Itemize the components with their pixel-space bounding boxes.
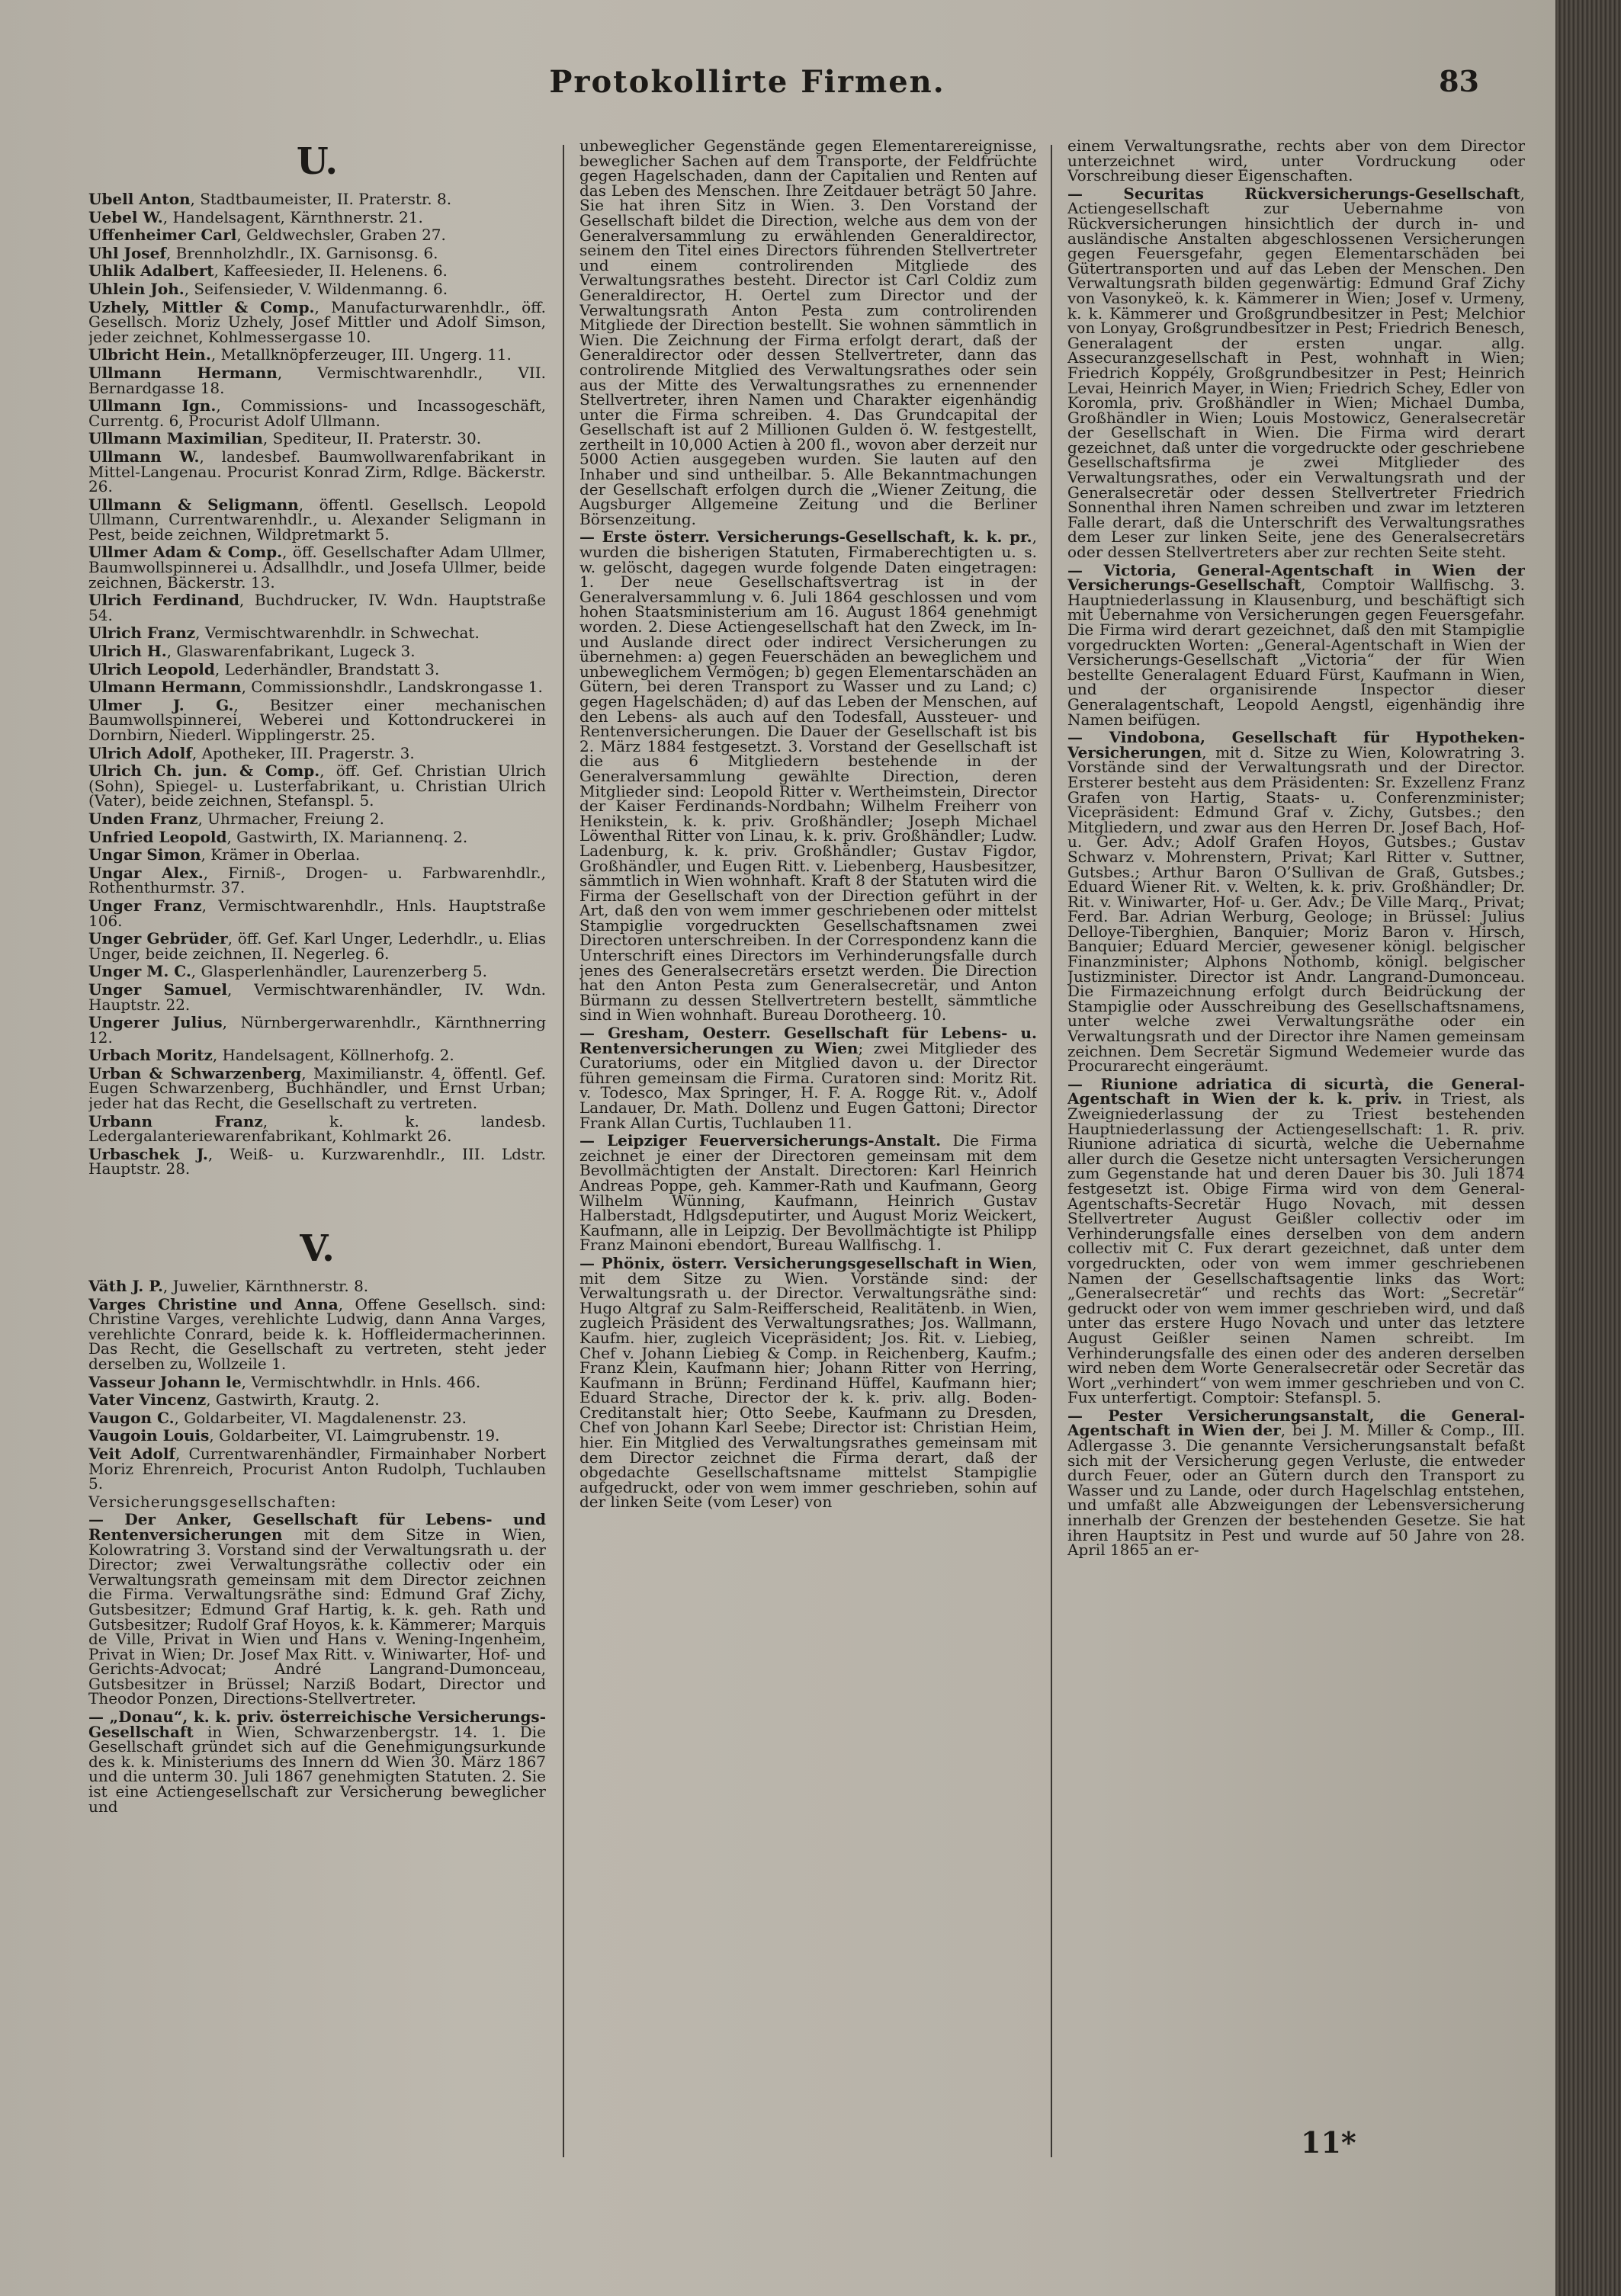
entry-text: , Seifensieder, V. Wildenmanng. 6.	[184, 279, 448, 298]
section-title-insurance: Versicherungsgesellschaften:	[88, 1492, 337, 1511]
entry-name: Ulrich Franz	[88, 624, 196, 643]
column-divider	[563, 145, 564, 2157]
entry-name: Uhlein Joh.	[88, 279, 185, 298]
entry-name: — Securitas Rückversicherungs-Gesellschaft	[1067, 184, 1520, 203]
list-item	[579, 139, 1037, 527]
entry-text: , k. k. landesb. Ledergalanteriewarenfabrikant, Kohlmarkt 26.	[88, 1111, 546, 1146]
list-item	[88, 863, 546, 897]
section-letter-u: U.	[296, 140, 339, 183]
entry-name: Ungar Alex.	[88, 863, 204, 882]
entry-name: — Gresham, Oesterr. Gesellschaft für Lebens- u. Rentenversicherungen zu Wien	[579, 1024, 1037, 1057]
entry-name: — Der Anker, Gesellschaft für Lebens- und Rentenversicherungen	[88, 1510, 546, 1544]
entry-text: , Glasperlenhändler, Laurenzerberg 5.	[191, 962, 487, 981]
list-item	[88, 545, 546, 590]
list-item	[579, 1131, 1037, 1255]
entry-text: , Goldarbeiter, VI. Magdalenenstr. 23.	[174, 1408, 467, 1427]
entry-name: Ulmer J. G.	[88, 695, 234, 714]
middle-paragraphs	[579, 139, 1037, 1510]
entry-text: , Commissionshdlr., Landskrongasse 1.	[241, 678, 543, 697]
list-item	[88, 593, 546, 623]
entry-text: , Vermischtwarenhändler, IV. Wdn. Hauptstr. 22.	[88, 980, 546, 1014]
entry-name: Ulrich Leopold	[88, 659, 215, 678]
entry-text: , Manufacturwarenhdlr., öff. Gesellsch. Moriz Uzhely, Josef Mittler und Adolf Simson, jeder zeichnet, Kohlmessergasse 10.	[88, 297, 546, 346]
list-item	[1067, 730, 1525, 1074]
entry-name: Urbann Franz	[88, 1111, 263, 1130]
entry-name: Ubell Anton	[88, 190, 191, 208]
entry-text: , Goldarbeiter, VI. Laimgrubenstr. 19.	[209, 1426, 500, 1445]
entries-v	[88, 1279, 546, 1492]
list-item	[88, 626, 546, 641]
page-title: Protokollirte Firmen.	[549, 64, 945, 100]
entry-text: , Lederhändler, Brandstatt 3.	[214, 659, 440, 678]
entry-name: — Riunione adriatica di sicurtà, die General-Agentschaft in Wien der k. k. priv.	[1067, 1074, 1525, 1108]
list-item	[88, 896, 546, 930]
list-item	[88, 827, 546, 846]
entry-name: Ulrich Adolf	[88, 743, 192, 762]
entry-name: Ulmann Hermann	[88, 678, 242, 697]
list-item	[88, 1426, 546, 1445]
list-item	[88, 1063, 546, 1113]
list-item	[88, 644, 546, 659]
section-letter-v: V.	[300, 1227, 335, 1271]
list-item	[579, 1253, 1037, 1512]
list-item	[88, 695, 546, 744]
list-item	[88, 1512, 546, 1707]
entry-name: Unger M. C.	[88, 962, 191, 981]
entry-text: , Uhrmacher, Freiung 2.	[197, 809, 385, 828]
entry-text: , Vermischtwarenhdlr. in Schwechat.	[195, 624, 480, 643]
entry-name: Ulrich Ch. jun. & Comp.	[88, 762, 320, 781]
entry-text: , Buchdrucker, IV. Wdn. Hauptstraße 54.	[88, 591, 546, 624]
entry-text: , Currentwarenhändler, Firmainhaber Norbert Moriz Ehrenreich, Procurist Anton Rudolph, Tuchlauben 5.	[88, 1444, 546, 1493]
list-item	[88, 680, 546, 695]
entry-text: , Commissions- und Incassogeschäft, Currentg. 6, Procurist Adolf Ullmann.	[88, 396, 546, 430]
list-item	[88, 980, 546, 1014]
entry-name: Uebel W.	[88, 207, 163, 226]
entry-text: , öffentl. Gesellsch. Leopold Ullmann, Currentwarenhdlr., u. Alexander Seligmann in Pest, beide zeichnen, Wildpretmarkt 5.	[88, 495, 546, 544]
entry-text: , Vermischtwarenhdlr., Hnls. Hauptstraße 106.	[88, 896, 546, 930]
entry-name: Ullmann W.	[88, 447, 200, 466]
entry-name: — „Donau“, k. k. priv. österreichische Versicherungs-Gesellschaft	[88, 1708, 546, 1741]
entry-name: Vasseur Johann le	[88, 1372, 242, 1391]
entry-text: , Brennholzhdlr., IX. Garnisonsg. 6.	[165, 243, 438, 262]
list-item	[88, 845, 546, 864]
entry-text: , Geldwechsler, Graben 27.	[236, 226, 446, 245]
entry-text: , Juwelier, Kärnthnerstr. 8.	[162, 1277, 369, 1296]
entry-text: Die Firma zeichnet je einer der Directoren gemeinsam mit dem Bevollmächtigten der Anstalt. Directoren: Karl Heinrich Andreas Poppe, geh. Kammer-Rath und Kaufmann, Georg Wilhelm Wünning, Kaufmann, Heinrich Gustav Halberstadt, Hdlgsdeputirter, und August Moriz Weickert, Kaufmann, alle in Leipzig. Der Bevollmächtigte ist Philipp Franz Mainoni ebendort, Bureau Wallfischg. 1.	[579, 1131, 1037, 1255]
list-item	[88, 243, 546, 262]
entry-text: , Firniß-, Drogen- u. Farbwarenhdlr., Rothenthurmstr. 37.	[88, 863, 546, 897]
page-number: 83	[1439, 64, 1479, 98]
entry-text: , Besitzer einer mechanischen Baumwollspinnerei, Weberei und Kottondruckerei in Dornbirn, Niederl. Wipplingerstr. 25.	[88, 695, 546, 744]
list-item	[88, 228, 546, 243]
entry-name: Urban & Schwarzenberg	[88, 1063, 302, 1082]
entry-text: , Weiß- u. Kurzwarenhdlr., III. Ldstr. Hauptstr. 28.	[88, 1144, 546, 1178]
entry-name: — Erste österr. Versicherungs-Gesellschaft, k. k. pr.	[579, 528, 1032, 547]
entry-name: Uffenheimer Carl	[88, 226, 237, 245]
entry-name: Unger Franz	[88, 896, 202, 915]
list-item	[1067, 184, 1525, 562]
entry-text: , Krämer in Oberlaa.	[201, 845, 361, 864]
entry-text: , Glaswarenfabrikant, Lugeck 3.	[166, 642, 416, 661]
list-item	[88, 192, 546, 207]
entry-name: — Victoria, General-Agentschaft in Wien der Versicherungs-Gesellschaft	[1067, 560, 1525, 595]
list-item	[88, 279, 546, 298]
column-right	[1067, 139, 1525, 2182]
entry-name: Urbach Moritz	[88, 1046, 213, 1065]
entry-text: , Gastwirth, Krautg. 2.	[206, 1390, 380, 1409]
list-item	[579, 1026, 1037, 1130]
entry-name: Urbaschek J.	[88, 1144, 208, 1163]
column-left	[88, 134, 546, 2177]
entry-text: , Maximilianstr. 4, öffentl. Gef. Eugen Schwarzenberg, Buchhändler, und Ernst Urban; jeder hat das Recht, die Gesellschaft zu vertreten.	[88, 1063, 546, 1113]
list-item	[88, 431, 546, 447]
list-item	[88, 764, 546, 809]
list-item	[88, 495, 546, 544]
entry-name: Vaugon C.	[88, 1408, 175, 1427]
entry-text: , mit dem Sitze zu Wien. Vorstände sind: der Verwaltungsrath u. der Director. Verwaltungsräthe sind: Hugo Altgraf zu Salm-Reifferscheid, Realitätenb. in Wien, zugleich Präsident des Verwaltungsrathes; Jos. Wallmann, Kaufm. hier, zugleich Vicepräsident; Jos. Rit. v. Liebieg, Chef v. Johann Liebieg & Comp. in Reichenberg, Kaufm.; Franz Klein, Kaufmann hier; Johann Ritter von Herring, Kaufmann in Brünn; Ferdinand Hüffel, Kaufmann hier; Eduard Strache, Director der k. k. priv. allg. Boden-Creditanstalt hier; Otto Seebe, Kaufmann zu Dresden, Chef von Johann Karl Seebe; Director ist: Christian Heim, hier. Ein Mitglied des Verwaltungsrathes gemeinsam mit dem Director zeichnet die Firma derart, daß der obgedachte Gesellschaftsname mittelst Stampiglie aufgedruckt, oder von wem immer geschrieben, sohin auf der linken Seite (vom Leser) von	[579, 1253, 1037, 1512]
column-divider	[1051, 145, 1052, 2157]
entry-name: Uhlik Adalbert	[88, 261, 214, 281]
entry-name: Ullmann & Seligmann	[88, 495, 299, 514]
entry-name: Veit Adolf	[88, 1444, 176, 1463]
entry-text: , Kaffeesieder, II. Helenens. 6.	[213, 261, 448, 281]
entry-name: Unfried Leopold	[88, 827, 227, 846]
entry-text: , Nürnbergerwarenhdlr., Kärnthnerring 12.	[88, 1013, 546, 1047]
entry-name: Ulrich Ferdinand	[88, 591, 239, 610]
entry-text: , Gastwirth, IX. Mariannenq. 2.	[226, 827, 468, 846]
list-item	[88, 809, 546, 828]
entry-text: , öff. Gef. Karl Unger, Lederhdlr., u. Elias Unger, beide zeichnen, II. Negerleg. 6.	[88, 929, 546, 963]
entry-name: Ulbricht Hein.	[88, 345, 211, 364]
entry-name: — Vindobona, Gesellschaft für Hypotheken-Versicherungen	[1067, 728, 1525, 762]
list-item	[1067, 139, 1525, 184]
list-item	[88, 1710, 546, 1814]
list-item	[88, 1444, 546, 1493]
entry-text: in Triest, als Zweigniederlassung der zu Triest bestehenden Hauptniederlassung der Actiengesellschaft: 1. R. priv. Riunione adriatica di sicurtà, welche die Uebernahme aller durch die Gesetze nicht untersagten Versicherungen zum Gegenstande hat und deren Dauer bis 30. Juli 1874 festgesetzt ist. Obige Firma wird von dem General-Agentschafts-Secretär Hugo Novach, mit dessen Stellvertreter August Geißler collectiv oder im Verhinderungsfalle eines derselben von dem andern collectiv mit C. Fux derart gezeichnet, daß unter dem vorgedruckten, oder von wem immer geschriebenen Namen der Gesellschaftsagentie links das Wort: „Generalsecretär“ und rechts das Wort: „Secretär“ gedruckt oder von wem immer geschrieben wird, und daß unter das erstere Hugo Novach und unter das letztere August Geißler seinen Namen schreibt. Im Verhinderungsfalle des einen oder des anderen derselben wird neben dem Worte Generalsecretär oder Secretär das Wort „verhindert“ von wem immer geschrieben und von C. Fux unterfertigt. Comptoir: Stefanspl. 5.	[1067, 1089, 1525, 1407]
list-item	[88, 345, 546, 364]
entry-text: , Vermischtwhdlr. in Hnls. 466.	[241, 1372, 481, 1391]
list-item	[1067, 1074, 1525, 1407]
entry-name: Väth J. P.	[88, 1277, 163, 1296]
entry-text: mit dem Sitze in Wien, Kolowratring 3. Vorstand sind der Verwaltungsrath u. der Director; zwei Verwaltungsräthe collectiv oder ein Verwaltungsrath gemeinsam mit dem Director zeichnen die Firma. Verwaltungsräthe sind: Edmund Graf Zichy, Gutsbesitzer; Edmund Graf Hartig, k. k. geh. Rath und Gutsbesitzer; Rudolf Graf Hoyos, k. k. Kämmerer; Marquis de Ville, Privat in Wien und Hans v. Wening-Ingenheim, Privat in Wien; Dr. Josef Max Ritt. v. Winiwarter, Hof- und Gerichts-Advocat; André Langrand-Dumonceau, Gutsbesitzer in Brüssel; Narziß Bodart, Director und Theodor Ponzen, Directions-Stellvertreter.	[88, 1525, 546, 1708]
entry-text: , Handelsagent, Kärnthnerstr. 21.	[162, 207, 423, 226]
entry-text: , landesbef. Baumwollwarenfabrikant in Mittel-Langenau. Procurist Konrad Zirm, Rdlge. Bäckerstr. 26.	[88, 447, 546, 496]
entry-text: , mit d. Sitze zu Wien, Kolowratring 3. Vorstände sind der Verwaltungsrath und der Director. Ersterer besteht aus dem Präsidenten: Sr. Exzellenz Franz Grafen von Hartig, Staats- u. Conferenzminister; Vicepräsident: Edmund Graf v. Zichy, Gutsbes.; den Mitgliedern, und zwar aus den Herren Dr. Josef Bach, Hof- u. Ger. Adv.; Adolf Grafen Hoyos, Gutsbes.; Gustav Schwarz v. Mohrenstern, Privat; Karl Ritter v. Suttner, Gutsbes.; Arthur Baron O’Sullivan de Graß, Gutsbes.; Eduard Wiener Rit. v. Welten, k. k. priv. Großhändler; Dr. Rit. v. Winiwarter, Hof- u. Ger. Adv.; De Ville Marq., Privat; Ferd. Bar. Adrian Werburg, Geologe; in Brüssel: Julius Delloye-Tiberghien, Banquier; Moriz Baron v. Hirsch, Banquier; Eduard Mercier, gewesener königl. belgischer Finanzminister; Alphons Nothomb, königl. belgischer Justizminister. Director ist Andr. Langrand-Dumonceau. Die Firmazeichnung erfolgt durch Beidrückung der Stampiglie oder Ausschreibung des Gesellschaftsnamens, unter welche zwei Verwaltungsräthe oder ein Verwaltungsrath und der Director ihre Namen gemeinsam zeichnen. Dem Secretär Sigmund Wedemeier wurde das Procurarecht eingeräumt.	[1067, 742, 1525, 1076]
entries-u	[88, 192, 546, 1177]
list-item	[88, 1408, 546, 1427]
entry-name: Ullmann Maximilian	[88, 429, 263, 448]
entry-name: Ullmann Hermann	[88, 363, 278, 382]
list-item	[88, 1144, 546, 1178]
entry-text: , Spediteur, II. Praterstr. 30.	[262, 429, 482, 448]
entry-name: — Leipziger Feuerversicherungs-Anstalt.	[579, 1131, 942, 1150]
list-item	[88, 1390, 546, 1409]
entry-text: ; zwei Mitglieder des Curatoriums, oder ein Mitglied davon u. der Director führen gemeinsam die Firma. Curatoren sind: Moritz Rit. v. Todesco, Max Springer, H. F. A. Rogge Rit. v., Adolf Landauer, Dr. Math. Dollenz und Eugen Gattoni; Director Frank Allan Curtis, Tuchlauben 11.	[579, 1038, 1037, 1132]
list-item	[88, 743, 546, 762]
entry-text: , Actiengesellschaft zur Uebernahme von Rückversicherungen hinsichtlich der durch in- und ausländische Anstalten abgeschlossenen Versicherungen gegen Feuersgefahr, gegen Elementarschäden bei Gütertransporten und auf das Leben der Menschen. Den Verwaltungsrath bilden gegenwärtig: Edmund Graf Zichy von Vasonykeö, k. k. Kämmerer in Wien; Josef v. Urmeny, k. k. Kämmerer und Großgrundbesitzer in Pest; Melchior von Lonyay, Großgrundbesitzer in Pest; Friedrich Benesch, Generalagent der ersten ungar. allg. Assecuranzgesellschaft in Pest, wohnhaft in Wien; Friedrich Koppély, Großgrundbesitzer in Pest; Heinrich Levai, Heinrich Mayer, in Wien; Friedrich Schey, Edler von Koromla, priv. Großhändler in Wien; Michael Dumba, Großhändler in Wien; Louis Mostowicz, Generalsecretär der Gesellschaft in Wien. Die Firma wird derart gezeichnet, daß unter die vorgedruckte oder geschriebene Gesellschaftsfirma je zwei Mitglieder des Verwaltungsrathes, oder ein Verwaltungsrath und der Generalsecretär oder dessen Stellvertreter Friedrich Sonnenthal ihren Namen schreiben und zwar im letzteren Falle derart, daß die Unterschrift des Verwaltungsrathes dem Leser zur linken Seite, jene des Generalsecretärs oder dessen Stellvertreters aber zur rechten Seite steht.	[1067, 184, 1525, 562]
entry-text: , bei J. M. Miller & Comp., III. Adlergasse 3. Die genannte Versicherungsanstalt befaßt sich mit der Versicherung gegen Verluste, die entweder durch Feuer, oder an Gütern durch den Transport zu Wasser und zu Lande, oder durch Hagelschlag entstehen, und umfaßt alle Abzweigungen der Lebensversicherung innerhalb der Grenzen der bestehenden Gesetze. Sie hat ihren Hauptsitz in Pest und wurde auf 50 Jahre von 28. April 1865 an er-	[1067, 1421, 1525, 1560]
entry-text: , wurden die bisherigen Statuten, Firmaberechtigten u. s. w. gelöscht, dagegen wurde folgende Daten eingetragen: 1. Der neue Gesellschaftsvertrag ist in der Generalversammlung v. 6. Juli 1864 geschlossen und vom hohen Staatsministerium am 16. August 1864 genehmigt worden. 2. Diese Actiengesellschaft hat den Zweck, im In- und Auslande direct oder indirect Versicherungen zu übernehmen: a) gegen Feuerschäden an beweglichem und unbeweglichem Vermögen; b) gegen Elementarschäden an Gütern, bei deren Transport zu Wasser und zu Land; c) gegen Hagelschäden; d) auf das Leben der Menschen, auf den Lebens- als auch auf den Todesfall, Aussteuer- und Rentenversicherungen. Die Dauer der Gesellschaft ist bis 2. März 1884 festgesetzt. 3. Vorstand der Gesellschaft ist die aus 6 Mitgliedern bestehende in der Generalversammlung gewählte Direction, deren Mitglieder sind: Leopold Ritter v. Wertheimstein, Director der Kaiser Ferdinands-Nordbahn; Wilhelm Freiherr von Henikstein, k. k. priv. Großhändler; Joseph Michael Löwenthal Ritter von Linau, k. k. priv. Großhändler; Ludw. Ladenburg, k. k. priv. Großhändler; Gustav Figdor, Großhändler, und Eugen Ritt. v. Liebenberg, Hausbesitzer, sämmtlich in Wien wohnhaft. Kraft 8 der Statuten wird die Firma der Gesellschaft von der Direction geführt in der Art, daß den von wem immer geschriebenen oder mittelst Stampiglie vorgedruckten Gesellschaftsnamen zwei Directoren unterschreiben. In der Correspondenz kann die Unterschrift eines Directors im Verhinderungsfalle durch jenes des Generalsecretärs ersetzt werden. Die Direction hat den Anton Pesta zum Generalsecretär, und Anton Bürmann zu dessen Stellvertretern bestellt, sämmtliche sind in Wien wohnhaft. Bureau Dorotheerg. 10.	[579, 528, 1037, 1025]
entry-name: Ulrich H.	[88, 642, 167, 661]
entry-name: Varges Christine und Anna	[88, 1294, 339, 1313]
entry-text: einem Verwaltungsrathe, rechts aber von dem Director unterzeichnet wird, unter Vordruckung oder Vorschreibung dieser Eigenschaften.	[1067, 139, 1525, 185]
entry-name: — Pester Versicherungsanstalt, die General-Agentschaft in Wien der	[1067, 1406, 1525, 1440]
entry-name: Ungar Simon	[88, 845, 201, 864]
entry-text: , Apotheker, III. Pragerstr. 3.	[191, 743, 415, 762]
entry-text: , Stadtbaumeister, II. Praterstr. 8.	[190, 190, 452, 208]
entry-name: Ungerer Julius	[88, 1013, 223, 1032]
entry-name: Vater Vincenz	[88, 1390, 207, 1409]
list-item	[88, 659, 546, 678]
entry-text: , Metallknöpferzeuger, III. Ungerg. 11.	[210, 345, 512, 364]
entry-text: , Vermischtwarenhdlr., VII. Bernardgasse 18.	[88, 363, 546, 397]
column-middle	[579, 139, 1037, 2182]
entry-text: in Wien, Schwarzenbergstr. 14. 1. Die Gesellschaft gründet sich auf die Genehmigungsurkunde des k. k. Ministeriums des Innern dd Wien 30. März 1867 und die unterm 30. Juli 1867 genehmigten Statuten. 2. Sie ist eine Actiengesellschaft zur Versicherung beweglicher und	[88, 1722, 546, 1816]
list-item	[1067, 560, 1525, 729]
entry-name: Unger Gebrüder	[88, 929, 228, 948]
list-item	[88, 1372, 546, 1391]
list-item	[88, 964, 546, 980]
insurance-entries	[88, 1512, 546, 1814]
list-item	[579, 530, 1037, 1023]
list-item	[88, 1111, 546, 1146]
list-item	[88, 1048, 546, 1063]
entry-text: , öff. Gesellschafter Adam Ullmer, Baumwollspinnerei u. Adsallhdlr., und Josefa Ullmer, beide zeichnen, Bäckerstr. 13.	[88, 543, 546, 592]
list-item	[88, 1015, 546, 1045]
entry-text: , Handelsagent, Köllnerhofg. 2.	[212, 1046, 454, 1065]
list-item	[88, 447, 546, 496]
running-head	[0, 64, 1555, 110]
entry-text: , Comptoir Wallfischg. 3. Hauptniederlassung in Klausenburg, und beschäftigt sich mit Uebernahme von Versicherungen gegen Feuersgefahr. Die Firma wird derart gezeichnet, daß den mit Stampiglie vorgedruckten Worten: „General-Agentschaft in Wien der Versicherungs-Gesellschaft „Victoria“ der für Wien bestellte Generalagent Eduard Fürst, Kaufmann in Wien, und der organisirende Inspector dieser Generalagentschaft, Leopold Aengstl, eigenhändig ihre Namen beifügen.	[1067, 576, 1525, 729]
entry-name: Unger Samuel	[88, 980, 228, 999]
entry-name: — Phönix, österr. Versicherungsgesellschaft in Wien	[579, 1253, 1032, 1272]
entry-text: , öff. Gef. Christian Ulrich (Sohn), Spiegel- u. Lusterfabrikant, u. Christian Ulrich (Vater), beide zeichnen, Stefanspl. 5.	[88, 762, 546, 810]
entry-name: Ullmer Adam & Comp.	[88, 543, 283, 562]
list-item	[88, 396, 546, 430]
entry-name: Ullmann Ign.	[88, 396, 217, 415]
list-item	[88, 929, 546, 963]
entry-text: unbeweglicher Gegenstände gegen Elementarereignisse, beweglicher Sachen auf dem Transporte, der Feldfrüchte gegen Hagelschaden, dann der Capitalien und Renten auf das Leben des Menschen. Ihre Zeitdauer beträgt 50 Jahre. Sie hat ihren Sitz in Wien. 3. Den Vorstand der Gesellschaft bildet die Direction, welche aus dem von der Generalversammlung zu erwählenden Generaldirector, seinem den Titel eines Directors führenden Stellvertreter und einem controlirenden Mitgliede des Verwaltungsrathes besteht. Director ist Carl Coldiz zum Generaldirector, H. Oertel zum Director und der Verwaltungsrath Anton Pesta zum controlirenden Mitgliede der Direction bestellt. Sie wohnen sämmtlich in Wien. Die Zeichnung der Firma erfolgt derart, daß der Generaldirector oder dessen Stellvertreter, dann das controlirende Mitglied des Verwaltungsrathes oder sein aus der Mitte des Verwaltungsrathes zu ernennender Stellvertreter, ihren Namen und Charakter eigenhändig unter die Firma schreiben. 4. Das Grundcapital der Gesellschaft ist auf 2 Millionen Gulden ö. W. festgestellt, zertheilt in 10,000 Actien à 200 fl., wovon aber derzeit nur 5000 Actien ausgegeben wurden. Sie lauten auf den Inhaber und sind untheilbar. 5. Alle Bekanntmachungen der Gesellschaft erfolgen durch die „Wiener Zeitung, die Augsburger Allgemeine Zeitung und die Berliner Börsenzeitung.	[579, 139, 1037, 528]
list-item	[88, 297, 546, 346]
list-item	[88, 1279, 546, 1294]
list-item	[88, 207, 546, 226]
entry-text: , Offene Gesellsch. sind: Christine Varges, verehlichte Ludwig, dann Anna Varges, verehlichte Conrard, beide k. k. Hoffleidermacherinnen. Das Recht, die Gesellschaft zu vertreten, steht jeder derselben zu, Wollzeile 1.	[88, 1294, 546, 1373]
signature-mark: 11*	[1301, 2125, 1356, 2160]
list-item	[88, 1294, 546, 1373]
list-item	[1067, 1406, 1525, 1560]
entry-name: Uzhely, Mittler & Comp.	[88, 297, 315, 316]
right-paragraphs	[1067, 139, 1525, 1558]
entry-name: Unden Franz	[88, 809, 198, 828]
list-item	[88, 363, 546, 397]
entry-name: Uhl Josef	[88, 243, 166, 262]
book-edge	[1555, 0, 1621, 2296]
list-item	[88, 261, 546, 281]
entry-name: Vaugoin Louis	[88, 1426, 210, 1445]
